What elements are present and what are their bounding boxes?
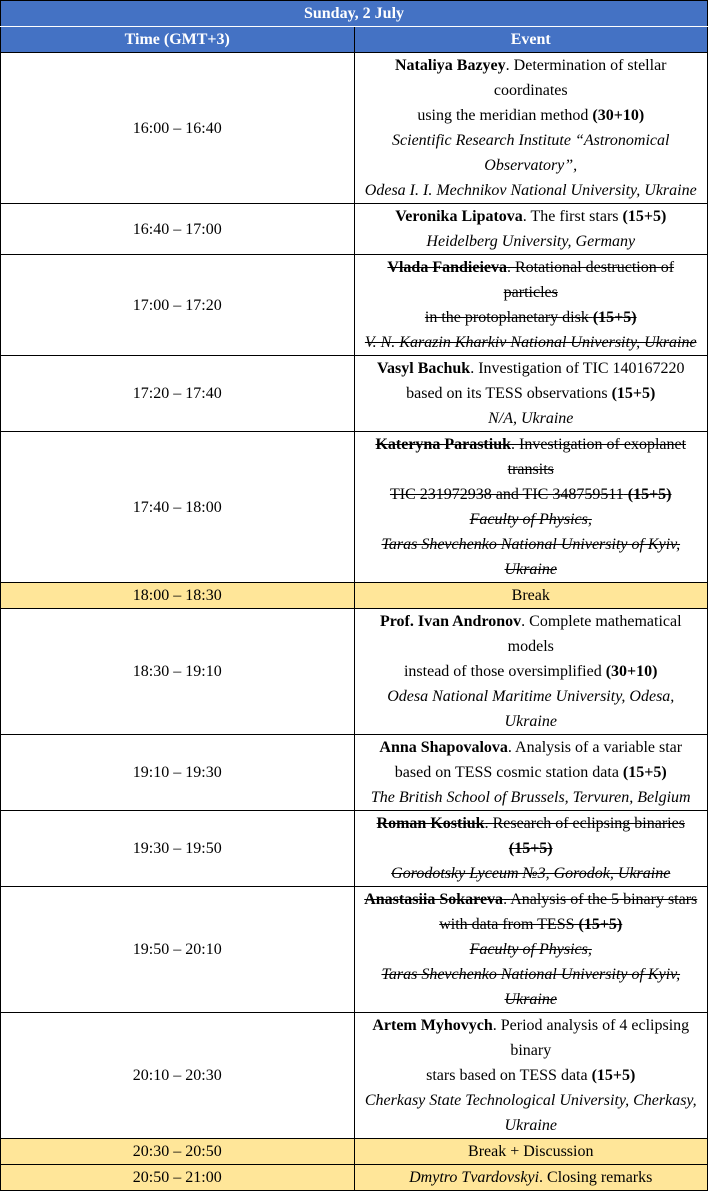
time-cell: 16:00 – 16:40 [1, 53, 355, 204]
table-row [1, 735, 708, 811]
talk-title-line: Investigation of exoplanet transits [507, 436, 687, 478]
time-cell: 18:30 – 19:10 [1, 609, 355, 735]
event-cell-cancelled: Anastasiia Sokareva. Analysis of the 5 binary stars with data from TESS (15+5) Faculty of Physics, Taras Shevchenko National University of Kyiv, Ukraine [354, 887, 708, 1013]
speaker-name: Artem Myhovych [372, 1017, 493, 1034]
break-label: Break + Discussion [354, 1139, 708, 1165]
affiliation-line: Odesa I. I. Mechnikov National University, Ukraine [364, 182, 697, 199]
talk-duration: (15+5) [578, 916, 623, 933]
talk-title-line: Analysis of a variable star [515, 739, 683, 756]
event-cell: Anna Shapovalova. Analysis of a variable star based on TESS cosmic station data (15+5) The British School of Brussels, Tervuren, Belgium [354, 735, 708, 811]
speaker-name: Veronika Lipatova [395, 208, 523, 225]
time-cell: 18:00 – 18:30 [1, 583, 355, 609]
affiliation-line: Faculty of Physics, [469, 511, 592, 528]
talk-title-line: Complete mathematical models [507, 613, 682, 655]
speaker-name: Dmytro Tvardovskyi [409, 1169, 540, 1186]
break-row [1, 1139, 708, 1165]
affiliation-line: Taras Shevchenko National University of Kyiv, Ukraine [381, 536, 681, 578]
time-cell: 19:30 – 19:50 [1, 811, 355, 887]
affiliation-line: Ukraine [504, 1117, 557, 1134]
closing-cell [354, 1165, 708, 1191]
talk-title-line: based on its TESS observations [406, 385, 608, 402]
speaker-name: Vasyl Bachuk [376, 360, 471, 377]
speaker-name: Vlada Fandieieva [387, 259, 507, 276]
event-cell-cancelled: Roman Kostiuk. Research of eclipsing binaries (15+5) Gorodotsky Lyceum №3, Gorodok, Ukraine [354, 811, 708, 887]
event-cell: Veronika Lipatova. The first stars (15+5) Heidelberg University, Germany [354, 204, 708, 255]
talk-duration: (30+10) [605, 663, 658, 680]
break-label: Break [354, 583, 708, 609]
event-cell-cancelled: Vlada Fandieieva. Rotational destruction of particles in the protoplanetary disk (15+5) V. N. Karazin Kharkiv National University, Ukraine [354, 255, 708, 356]
event-cell: Nataliya Bazyey. Determination of stellar coordinates using the meridian method (30+10) Scientific Research Institute “Astronomical Observatory”, Odesa I. I. Mechnikov National University, Ukraine [354, 53, 708, 204]
talk-duration: (15+5) [508, 840, 553, 857]
header-row [1, 27, 708, 53]
closing-label: . Closing remarks [539, 1169, 653, 1186]
affiliation-line: Odesa National Maritime University, Odesa, Ukraine [387, 688, 675, 730]
header-time: Time (GMT+3) [1, 27, 355, 53]
time-cell: 20:50 – 21:00 [1, 1165, 355, 1191]
talk-duration: (30+10) [592, 107, 645, 124]
speaker-name: Roman Kostiuk [376, 815, 485, 832]
table-row [1, 1013, 708, 1139]
time-cell: 17:00 – 17:20 [1, 255, 355, 356]
time-cell: 20:30 – 20:50 [1, 1139, 355, 1165]
talk-duration: (15+5) [622, 764, 667, 781]
table-row [1, 255, 708, 356]
talk-duration: (15+5) [611, 385, 656, 402]
talk-duration: (15+5) [627, 486, 672, 503]
talk-title-line: Period analysis of 4 eclipsing binary [500, 1017, 690, 1059]
time-cell: 19:50 – 20:10 [1, 887, 355, 1013]
time-cell: 19:10 – 19:30 [1, 735, 355, 811]
talk-title-line: Determination of stellar coordinates [493, 57, 667, 99]
speaker-name: Kateryna Parastiuk [375, 436, 511, 453]
affiliation-line: Taras Shevchenko National University of Kyiv, Ukraine [381, 966, 681, 1008]
table-row [1, 887, 708, 1013]
talk-duration: (15+5) [592, 309, 637, 326]
closing-row [1, 1165, 708, 1191]
affiliation-line: Cherkasy State Technological University, Cherkasy, [364, 1092, 697, 1109]
talk-title-line: Analysis of the 5 binary stars [510, 891, 698, 908]
table-row [1, 432, 708, 583]
speaker-name: Prof. Ivan Andronov [379, 613, 522, 630]
affiliation-line: Scientific Research Institute “Astronomical Observatory”, [392, 132, 670, 174]
talk-title-line: instead of those oversimplified [403, 663, 602, 680]
time-cell: 16:40 – 17:00 [1, 204, 355, 255]
talk-title-line: using the meridian method [417, 107, 589, 124]
table-row [1, 356, 708, 432]
event-cell-cancelled: Kateryna Parastiuk. Investigation of exoplanet transits TIC 231972938 and TIC 348759511 (15+5) Faculty of Physics, Taras Shevchenko National University of Kyiv, Ukraine [354, 432, 708, 583]
talk-title-line: stars based on TESS data [426, 1067, 588, 1084]
time-cell: 17:40 – 18:00 [1, 432, 355, 583]
day-title: Sunday, 2 July [1, 1, 708, 27]
affiliation-line: Gorodotsky Lyceum №3, Gorodok, Ukraine [391, 865, 671, 882]
affiliation-line: N/A, Ukraine [488, 410, 574, 427]
talk-duration: (15+5) [622, 208, 667, 225]
event-cell: Vasyl Bachuk. Investigation of TIC 140167220 based on its TESS observations (15+5) N/A, Ukraine [354, 356, 708, 432]
time-cell: 17:20 – 17:40 [1, 356, 355, 432]
talk-title-line: Rotational destruction of particles [503, 259, 675, 301]
table-row [1, 609, 708, 735]
talk-title-line: Research of eclipsing binaries [492, 815, 685, 832]
event-cell: Artem Myhovych. Period analysis of 4 eclipsing binary stars based on TESS data (15+5) Cherkasy State Technological University, Cherkasy, Ukraine [354, 1013, 708, 1139]
event-cell: Prof. Ivan Andronov. Complete mathematical models instead of those oversimplified (30+10) Odesa National Maritime University, Odesa, Ukraine [354, 609, 708, 735]
day-title-row [1, 1, 708, 27]
talk-title-line: The first stars [530, 208, 619, 225]
talk-title-line: TIC 231972938 and TIC 348759511 [389, 486, 624, 503]
talk-title-line: with data from TESS [439, 916, 575, 933]
speaker-name: Nataliya Bazyey [395, 57, 506, 74]
table-row [1, 53, 708, 204]
time-cell: 20:10 – 20:30 [1, 1013, 355, 1139]
speaker-name: Anastasiia Sokareva [364, 891, 504, 908]
talk-duration: (15+5) [591, 1067, 636, 1084]
talk-title-line: based on TESS cosmic station data [394, 764, 619, 781]
break-row [1, 583, 708, 609]
talk-title-line: Investigation of TIC 140167220 [478, 360, 685, 377]
talk-title-line: in the protoplanetary disk [424, 309, 589, 326]
affiliation-line: The British School of Brussels, Tervuren, Belgium [370, 789, 691, 806]
affiliation-line: V. N. Karazin Kharkiv National University, Ukraine [364, 334, 697, 351]
affiliation-line: Heidelberg University, Germany [426, 233, 636, 250]
header-event: Event [354, 27, 708, 53]
speaker-name: Anna Shapovalova [379, 739, 508, 756]
table-row [1, 811, 708, 887]
affiliation-line: Faculty of Physics, [469, 941, 592, 958]
table-row [1, 204, 708, 255]
